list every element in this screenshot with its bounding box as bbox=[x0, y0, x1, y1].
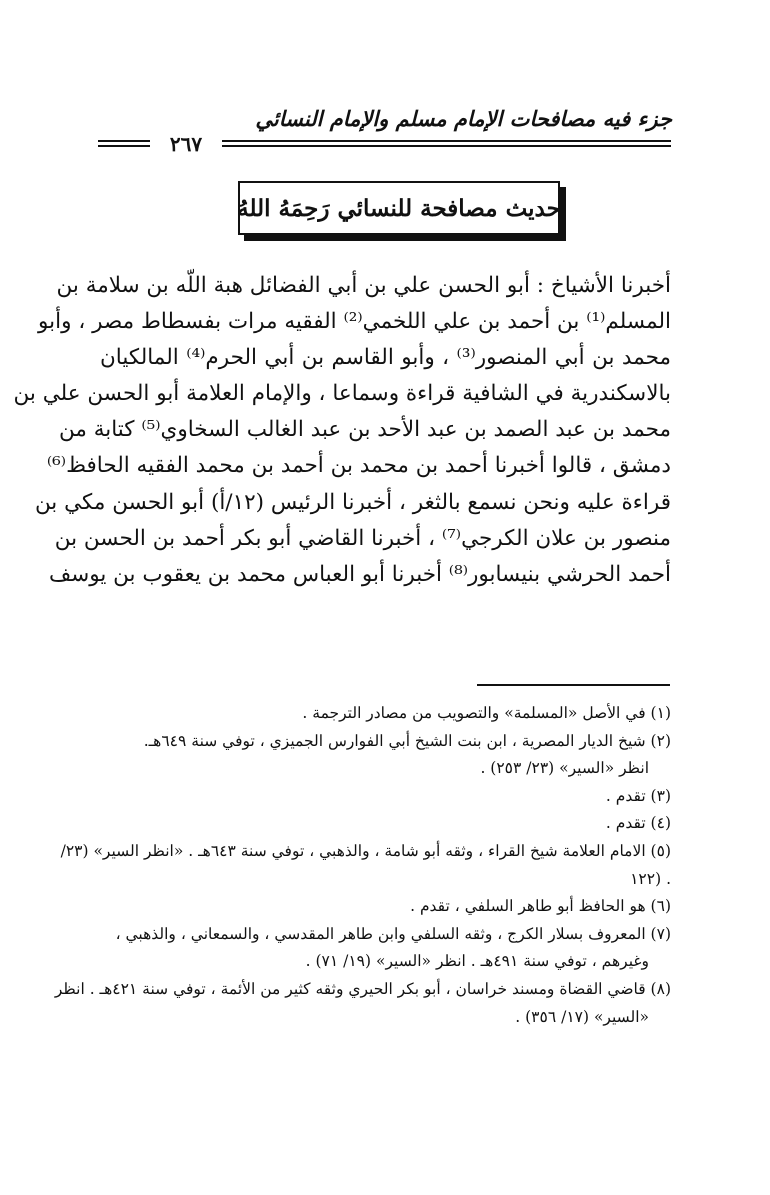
section-title: حديث مصافحة للنسائي رَحِمَهُ اللهُ bbox=[237, 194, 561, 222]
footnote: (٦) هو الحافظ أبو طاهر السلفي ، تقدم . bbox=[410, 897, 671, 916]
main-text bbox=[13, 268, 671, 593]
footnote-continuation: وغيرهم ، توفي سنة ٤٩١هـ . انظر «السير» (١٩/ ٧١) . bbox=[305, 952, 649, 971]
footnote: (٥) الامام العلامة شيخ القراء ، وثقه أبو شامة ، والذهبي ، توفي سنة ٦٤٣هـ . «انظر السير» (٢٣/ bbox=[60, 841, 671, 860]
text-line: دمشق ، قالوا أخبرنا أحمد بن محمد بن أحمد بن محمد الفقيه الحافظ⁽⁶⁾ bbox=[46, 453, 671, 479]
footnote: (٢) شيخ الديار المصرية ، ابن بنت الشيخ أبي الفوارس الجميزي ، توفي سنة ٦٤٩هـ. bbox=[143, 731, 671, 750]
text-line: محمد بن عبد الصمد بن عبد الأحد بن عبد الغالب السخاوي⁽⁵⁾ كتابة من bbox=[59, 417, 671, 443]
running-title: جزء فيه مصافحات الإمام مسلم والإمام النسائي bbox=[255, 106, 672, 131]
text-line: بالاسكندرية في الشافية قراءة وسماعا ، والإمام العلامة أبو الحسن علي بن bbox=[13, 381, 671, 407]
footnotes bbox=[54, 700, 671, 1031]
footnote: (٧) المعروف بسلار الكرج ، وثقه السلفي وابن طاهر المقدسي ، والسمعاني ، والذهبي ، bbox=[115, 924, 671, 943]
footnote: (٤) تقدم . bbox=[605, 814, 671, 833]
footnote-continuation: . (١٢٢ bbox=[630, 869, 671, 888]
header-rule-left bbox=[98, 140, 150, 147]
header-rule-right bbox=[222, 140, 671, 147]
footnote-continuation: «السير» (١٧/ ٣٥٦) . bbox=[515, 1007, 649, 1026]
text-line: المسلم⁽¹⁾ بن أحمد بن علي اللخمي⁽²⁾ الفقيه مرات بفسطاط مصر ، وأبو bbox=[38, 309, 671, 335]
section-title-box bbox=[238, 181, 560, 235]
text-line: أخبرنا الأشياخ : أبو الحسن علي بن أبي الفضائل هبة اللّه بن سلامة بن bbox=[56, 273, 671, 298]
page-number: ٢٦٧ bbox=[169, 132, 203, 156]
footnote-separator bbox=[477, 684, 670, 686]
footnote: (٣) تقدم . bbox=[605, 786, 671, 805]
text-line: قراءة عليه ونحن نسمع بالثغر ، أخبرنا الرئيس (١٢/أ) أبو الحسن مكي بن bbox=[34, 489, 671, 515]
text-line: منصور بن علان الكرجي⁽⁷⁾ ، أخبرنا القاضي أبو بكر أحمد بن الحسن بن bbox=[54, 525, 671, 551]
footnote: (٨) قاضي القضاة ومسند خراسان ، أبو بكر الحيري وثقه كثير من الأئمة ، توفي سنة ٤٢١هـ . انظر bbox=[54, 979, 671, 998]
footnote: (١) في الأصل «المسلمة» والتصويب من مصادر الترجمة . bbox=[302, 704, 671, 722]
text-line: أحمد الحرشي بنيسابور⁽⁸⁾ أخبرنا أبو العباس محمد بن يعقوب بن يوسف bbox=[48, 561, 671, 587]
text-line: محمد بن أبي المنصور⁽³⁾ ، وأبو القاسم بن أبي الحرم⁽⁴⁾ المالكيان bbox=[100, 345, 671, 371]
footnote-continuation: انظر «السير» (٢٣/ ٢٥٣) . bbox=[480, 759, 649, 778]
